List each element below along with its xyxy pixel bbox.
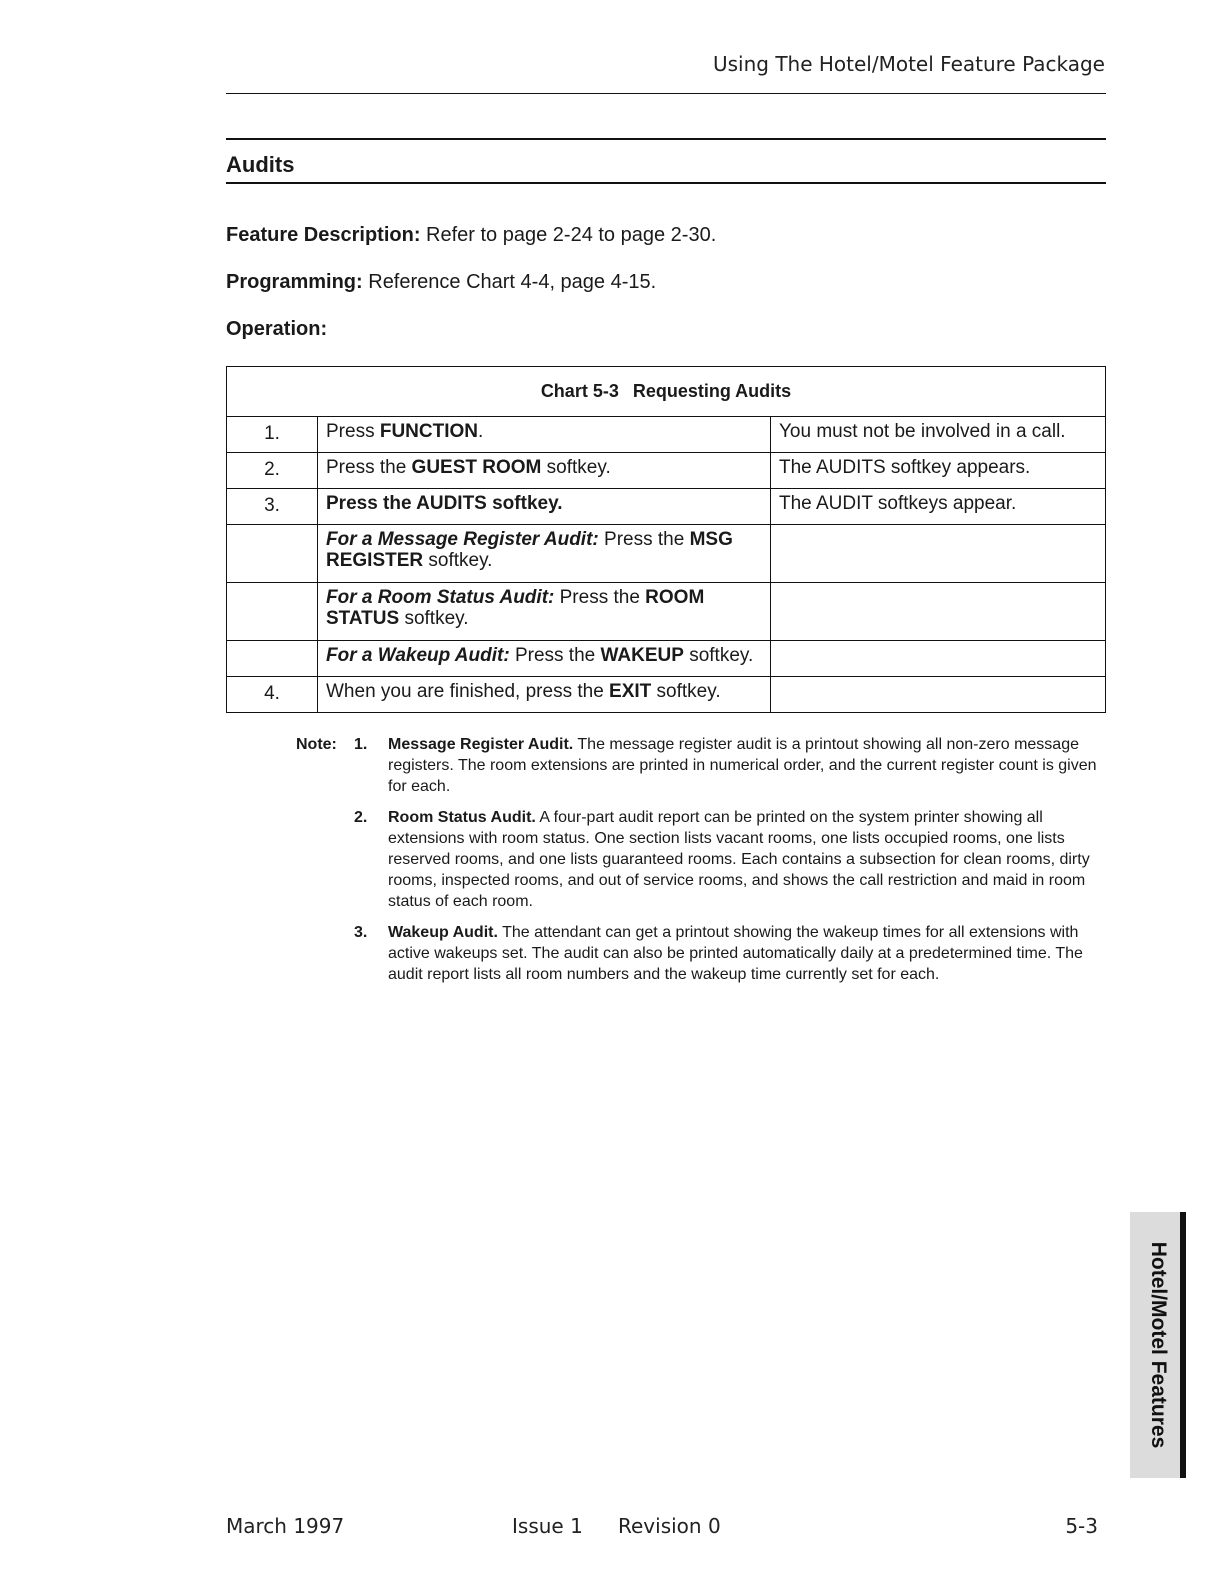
footer-date: March 1997 (226, 1514, 345, 1538)
step-number (227, 641, 318, 677)
footer-issue: Issue 1 (512, 1514, 583, 1538)
step-action: Press the AUDITS softkey. (318, 489, 771, 525)
table-row (227, 525, 1106, 583)
note-body: Wakeup Audit. The attendant can get a printout showing the wakeup times for all extensions with active wakeups set. The audit can also be printed automatically daily at a predetermined time. The audit report lists all room numbers and the wakeup time currently set for each. (388, 924, 1083, 983)
step-result (771, 525, 1106, 583)
step-number: 4. (227, 677, 318, 713)
step-number: 3. (227, 489, 318, 525)
table-row (227, 489, 1106, 525)
step-result (771, 677, 1106, 713)
step-number: 2. (227, 453, 318, 489)
side-tab (1130, 1212, 1186, 1478)
step-action: Press the GUEST ROOM softkey. (318, 453, 771, 489)
footer-page-number: 5-3 (1065, 1514, 1098, 1538)
table-row (227, 641, 1106, 677)
operation-heading (226, 318, 327, 341)
section-top-rule (226, 138, 1106, 140)
programming-label: Programming: (226, 271, 363, 293)
programming (226, 271, 656, 294)
step-result: The AUDIT softkeys appear. (771, 489, 1106, 525)
feature-description-text: Refer to page 2-24 to page 2-30. (420, 224, 717, 246)
note-label: Note: (296, 736, 337, 753)
chart-number: Chart 5-3 (540, 381, 619, 401)
step-action: Press FUNCTION. (318, 417, 771, 453)
side-tab-label: Hotel/Motel Features (1147, 1241, 1170, 1449)
step-result: The AUDITS softkey appears. (771, 453, 1106, 489)
section-title: Audits (226, 152, 295, 177)
chart-caption-row (227, 367, 1106, 417)
table-row (227, 677, 1106, 713)
notes (296, 734, 1106, 995)
note-number: 1. (354, 736, 368, 753)
step-number (227, 583, 318, 641)
running-header: Using The Hotel/Motel Feature Package (712, 52, 1105, 76)
step-action: For a Message Register Audit: Press the MSG REGISTER softkey. (318, 525, 771, 583)
step-action: For a Room Status Audit: Press the ROOM STATUS softkey. (318, 583, 771, 641)
section-bottom-rule (226, 182, 1106, 184)
feature-description-label: Feature Description: (226, 224, 421, 246)
step-action: For a Wakeup Audit: Press the WAKEUP softkey. (318, 641, 771, 677)
header-rule (226, 93, 1106, 94)
note-item (296, 807, 1106, 912)
step-result: You must not be involved in a call. (771, 417, 1106, 453)
note-item (296, 922, 1106, 985)
programming-text: Reference Chart 4-4, page 4-15. (362, 271, 657, 293)
step-action: When you are finished, press the EXIT softkey. (318, 677, 771, 713)
step-result (771, 583, 1106, 641)
footer-revision: Revision 0 (618, 1514, 721, 1538)
chart-caption (227, 367, 1106, 417)
step-number (227, 525, 318, 583)
step-result (771, 641, 1106, 677)
note-item (296, 734, 1106, 797)
table-row (227, 417, 1106, 453)
table-row (227, 583, 1106, 641)
table-row (227, 453, 1106, 489)
step-number: 1. (227, 417, 318, 453)
operation-label: Operation: (226, 318, 328, 340)
note-body: Room Status Audit. A four-part audit report can be printed on the system printer showing all extensions with room status. One section lists vacant rooms, one lists occupied rooms, one lists reserved rooms, and one lists guaranteed rooms. Each contains a subsection for clean rooms, dirty rooms, inspected rooms, and out of service rooms, and shows the call restriction and maid in room status of each room. (388, 809, 1090, 910)
note-number: 3. (354, 924, 368, 941)
note-body: Message Register Audit. The message register audit is a printout showing all non-zero message registers. The room extensions are printed in numerical order, and the current register count is given for each. (388, 736, 1097, 795)
requesting-audits-chart (226, 366, 1106, 713)
chart-title: Requesting Audits (632, 381, 792, 401)
note-number: 2. (354, 809, 368, 826)
feature-description (226, 224, 716, 247)
